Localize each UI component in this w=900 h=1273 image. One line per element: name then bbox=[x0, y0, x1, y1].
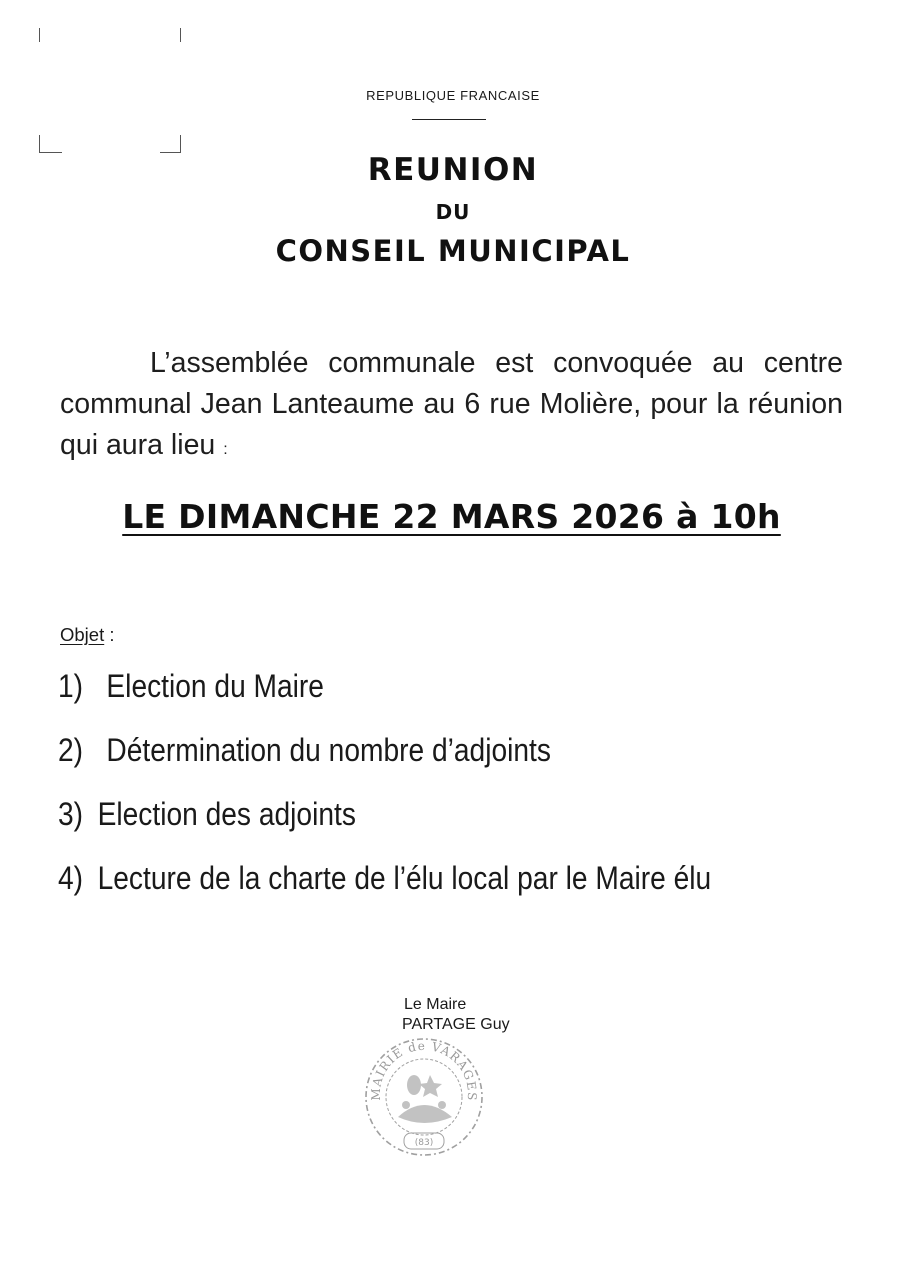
seal-text: MAIRIE de VARAGES bbox=[368, 1038, 480, 1102]
agenda-item-text: Election des adjoints bbox=[97, 796, 356, 832]
republique-header: REPUBLIQUE FRANCAISE bbox=[366, 88, 540, 103]
title-conseil-municipal: CONSEIL MUNICIPAL bbox=[275, 234, 631, 268]
agenda-item bbox=[58, 860, 711, 897]
title-reunion: REUNION bbox=[367, 152, 539, 188]
agenda-item-text: Lecture de la charte de l’élu local par le Maire élu bbox=[97, 860, 712, 896]
convocation-text: L’assemblée communale est convoquée au centre communal Jean Lanteaume au 6 rue Molière, pour la réunion qui aura lieu bbox=[60, 347, 843, 461]
signer-name: PARTAGE Guy bbox=[402, 1016, 510, 1033]
agenda-heading bbox=[60, 624, 115, 646]
crop-mark-bottom-right bbox=[160, 135, 181, 153]
mairie-seal-stamp bbox=[360, 1035, 488, 1163]
signer-role: Le Maire bbox=[404, 996, 467, 1013]
header-rule bbox=[412, 119, 486, 120]
title-du: DU bbox=[435, 200, 471, 224]
agenda-item-number: 1) bbox=[58, 668, 84, 704]
crop-mark-bottom-left bbox=[39, 135, 62, 153]
agenda-item-number: 2) bbox=[58, 732, 84, 768]
convocation-paragraph bbox=[60, 343, 843, 470]
crop-mark-top-left bbox=[39, 28, 40, 42]
crop-mark-top-right bbox=[180, 28, 181, 42]
agenda-label: Objet bbox=[60, 624, 105, 645]
agenda-item bbox=[58, 668, 324, 705]
agenda-item-number: 4) bbox=[58, 860, 84, 896]
agenda-label-suffix: : bbox=[104, 624, 115, 645]
agenda-item-text: Détermination du nombre d’adjoints bbox=[106, 732, 551, 768]
agenda-item-text: Election du Maire bbox=[106, 668, 324, 704]
signature-block bbox=[402, 995, 510, 1035]
svg-text:MAIRIE de VARAGES bbox=[369, 1039, 479, 1102]
agenda-item-number: 3) bbox=[58, 796, 84, 832]
seal-code: (83) bbox=[414, 1138, 434, 1148]
convocation-colon: : bbox=[223, 441, 228, 458]
meeting-date: LE DIMANCHE 22 MARS 2026 à 10h bbox=[122, 497, 781, 536]
agenda-item bbox=[58, 796, 356, 833]
agenda-item bbox=[58, 732, 551, 769]
